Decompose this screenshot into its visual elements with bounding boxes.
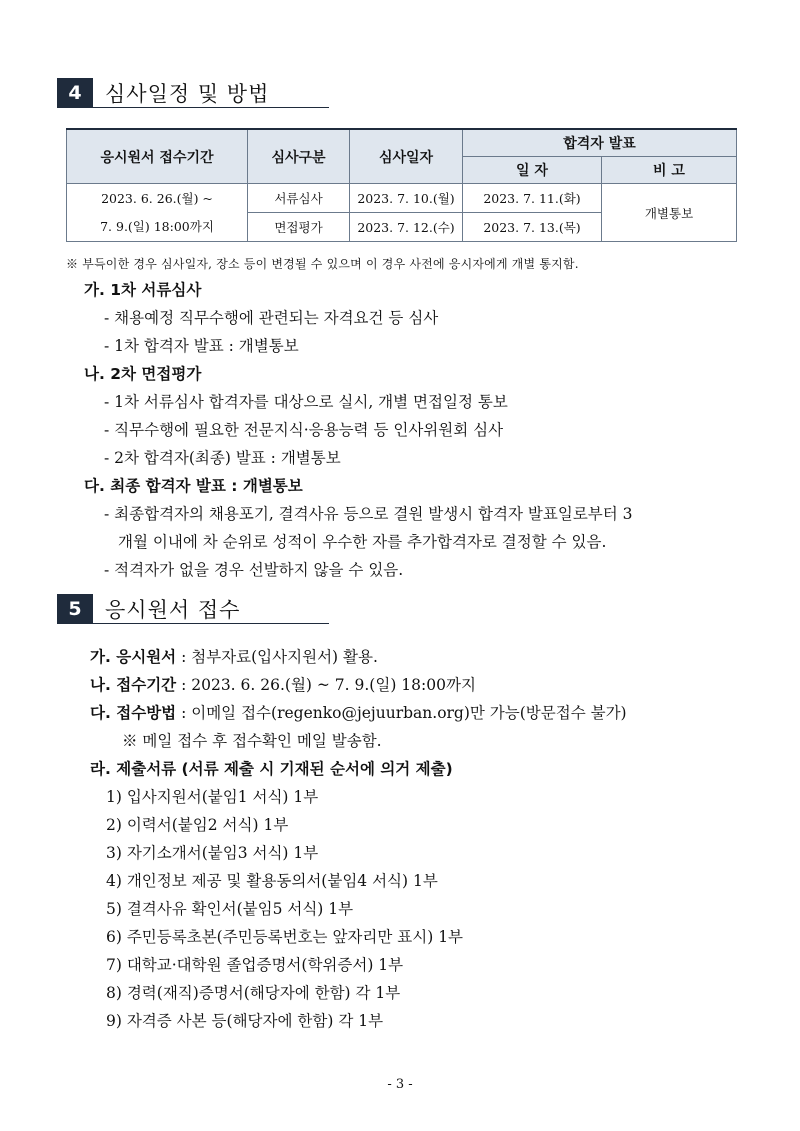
section-title: 응시원서 접수 — [105, 598, 241, 622]
period-line: 7. 9.(일) 18:00까지 — [100, 218, 214, 234]
page-number: - 3 - — [387, 1077, 413, 1092]
subsection-heading: 라. 제출서류 (서류 제출 시 기재된 순서에 의거 제출) — [90, 760, 453, 778]
type-cell: 서류심사 — [248, 184, 350, 213]
list-item: 3) 자기소개서(붙임3 서식) 1부 — [106, 844, 319, 862]
section-underline — [57, 623, 329, 624]
list-item: - 적격자가 없을 경우 선발하지 않을 수 있음. — [104, 561, 404, 579]
header-type: 심사구분 — [248, 129, 350, 184]
list-item: 6) 주민등록초본(주민등록번호는 앞자리만 표시) 1부 — [106, 928, 464, 946]
line-text: : 첨부자료(입사지원서) 활용. — [176, 648, 378, 666]
list-item: 9) 자격증 사본 등(해당자에 한함) 각 1부 — [106, 1012, 384, 1030]
section-number: 4 — [57, 78, 93, 108]
table-row — [67, 184, 737, 213]
section-5-header — [57, 594, 240, 624]
list-item: 2) 이력서(붙임2 서식) 1부 — [106, 816, 289, 834]
list-item: 5) 결격사유 확인서(붙임5 서식) 1부 — [106, 900, 354, 918]
list-item: - 직무수행에 필요한 전문지식·응용능력 등 인사위원회 심사 — [104, 421, 504, 439]
list-item: - 1차 서류심사 합격자를 대상으로 실시, 개별 면접일정 통보 — [104, 393, 508, 411]
list-item: 4) 개인정보 제공 및 활용동의서(붙임4 서식) 1부 — [106, 872, 438, 890]
list-item: 7) 대학교·대학원 졸업증명서(학위증서) 1부 — [106, 956, 404, 974]
line-text: : 2023. 6. 26.(월) ~ 7. 9.(일) 18:00까지 — [176, 676, 476, 694]
subsection-heading: 가. 1차 서류심사 — [84, 281, 202, 299]
list-item: 1) 입사지원서(붙임1 서식) 1부 — [106, 788, 319, 806]
section-underline — [57, 107, 329, 108]
list-item: - 1차 합격자 발표 : 개별통보 — [104, 337, 299, 355]
result-date-cell: 2023. 7. 13.(목) — [463, 213, 602, 242]
subsection-heading: 나. 2차 면접평가 — [84, 365, 202, 383]
list-item: 8) 경력(재직)증명서(해당자에 한함) 각 1부 — [106, 984, 401, 1002]
list-item: 개월 이내에 차 순위로 성적이 우수한 자를 추가합격자로 결정할 수 있음. — [118, 533, 607, 551]
list-item: - 2차 합격자(최종) 발표 : 개별통보 — [104, 449, 341, 467]
method-line — [90, 701, 627, 723]
list-item: - 채용예정 직무수행에 관련되는 자격요건 등 심사 — [104, 309, 439, 327]
note-cell: 개별통보 — [602, 184, 737, 242]
header-result-date: 일 자 — [463, 157, 602, 184]
period-cell — [67, 184, 248, 242]
period-line: 2023. 6. 26.(월) ~ — [101, 190, 213, 206]
section-number: 5 — [57, 594, 93, 624]
header-result: 합격자 발표 — [463, 129, 737, 157]
application-form-line — [90, 645, 378, 667]
method-note: ※ 메일 접수 후 접수확인 메일 발송함. — [122, 732, 382, 750]
section-4-header — [57, 78, 269, 108]
subsection-heading: 다. 최종 합격자 발표 : 개별통보 — [84, 477, 303, 495]
line-label: 가. 응시원서 — [90, 648, 177, 666]
header-period: 응시원서 접수기간 — [67, 129, 248, 184]
line-label: 다. 접수방법 — [90, 704, 177, 722]
section-title: 심사일정 및 방법 — [105, 82, 270, 106]
date-cell: 2023. 7. 10.(월) — [350, 184, 463, 213]
date-cell: 2023. 7. 12.(수) — [350, 213, 463, 242]
type-cell: 면접평가 — [248, 213, 350, 242]
footnote: ※ 부득이한 경우 심사일자, 장소 등이 변경될 수 있으며 이 경우 사전에 응시자에게 개별 통지함. — [66, 257, 579, 271]
header-date: 심사일자 — [350, 129, 463, 184]
line-label: 나. 접수기간 — [90, 676, 177, 694]
period-line — [90, 673, 476, 695]
schedule-table — [66, 128, 737, 242]
list-item: - 최종합격자의 채용포기, 결격사유 등으로 결원 발생시 합격자 발표일로부터 3 — [104, 505, 633, 523]
line-text: : 이메일 접수(regenko@jejuurban.org)만 가능(방문접수 불가) — [176, 704, 627, 722]
result-date-cell: 2023. 7. 11.(화) — [463, 184, 602, 213]
header-result-note: 비 고 — [602, 157, 737, 184]
